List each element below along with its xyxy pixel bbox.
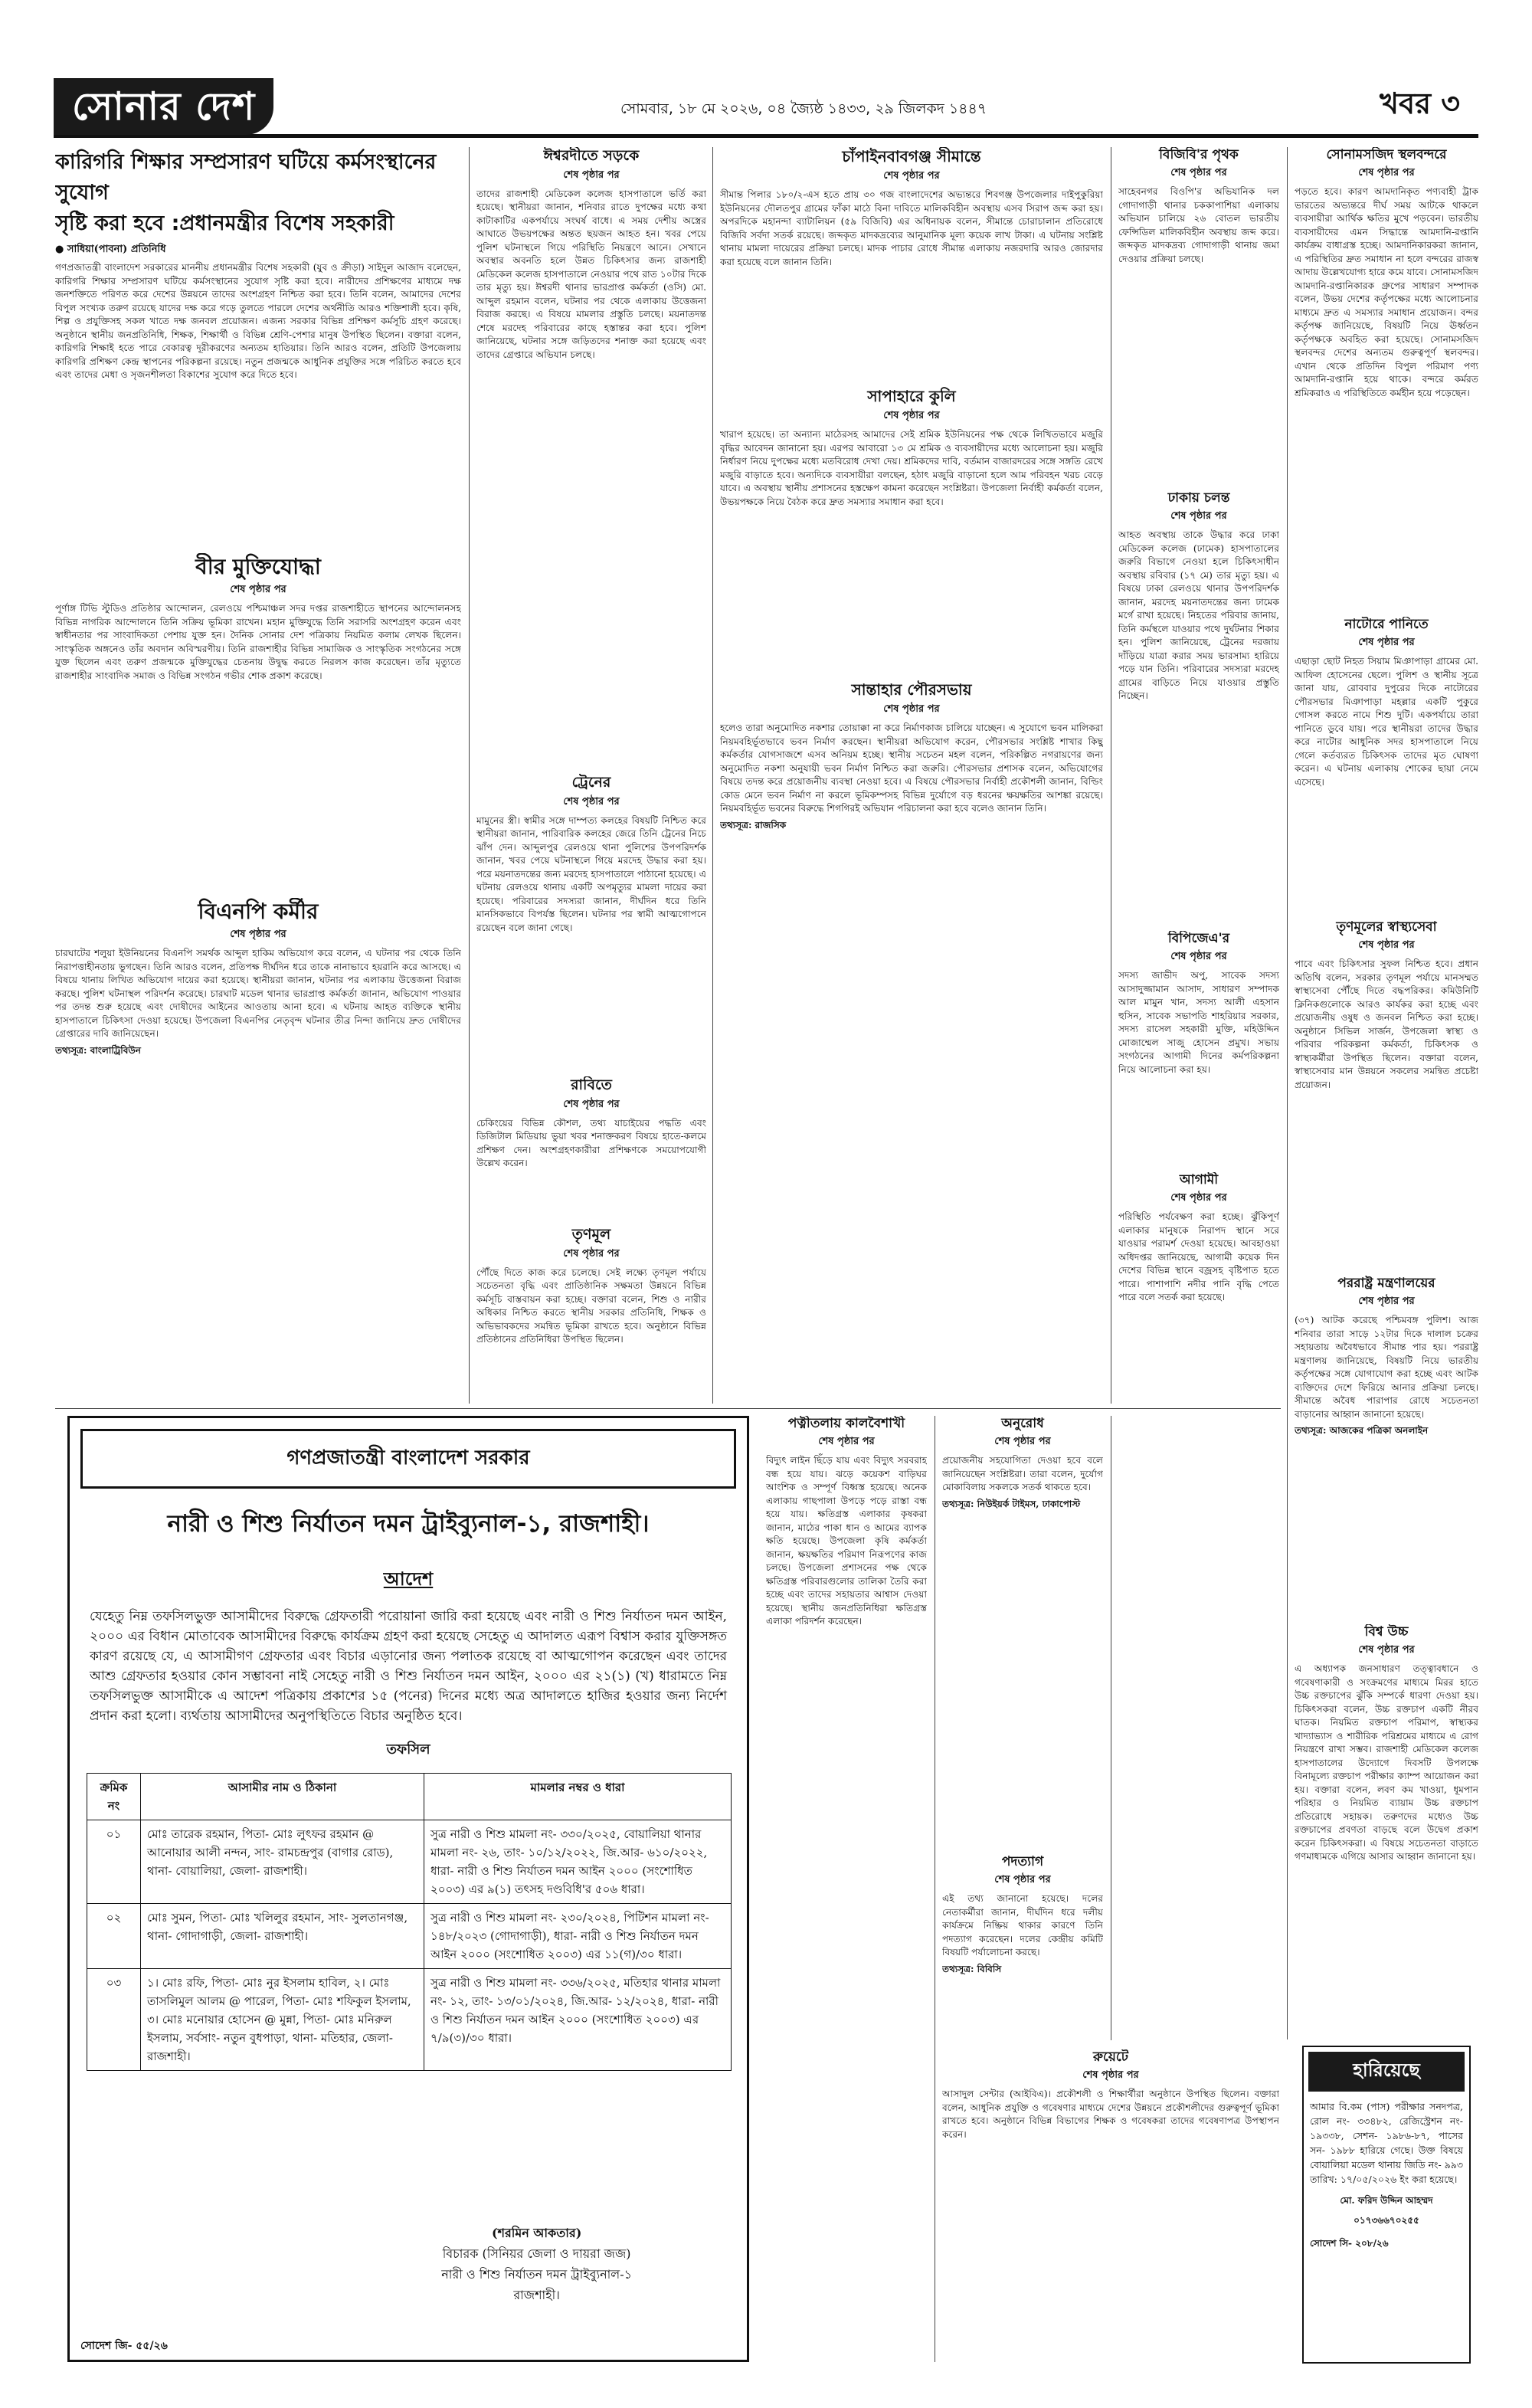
bnp-jump: শেষ পৃষ্ঠার পর [230,929,286,940]
notice-tribunal: নারী ও শিশু নির্যাতন দমন ট্রাইব্যুনাল-১, রাজশাহী। [167,1510,650,1538]
rabite-headline: রাবিতে [571,1076,612,1093]
dhaka-headline: ঢাকায় চলন্ত [1167,490,1230,506]
ruet-headline: রুয়েটে [1093,2049,1128,2065]
judge-court: নারী ও শিশু নির্যাতন দমন ট্রাইব্যুনাল-১ [441,2267,632,2282]
table-row [87,1820,732,1904]
shutdown-article [942,1416,1103,1845]
ruet-body: আসাদুল সেন্টার (আইবিএ)। প্রকৌশলী ও শিক্ষার্থীরা অনুষ্ঠানে উপস্থিত ছিলেন। বক্তারা বলেন, আধুনিক প্রযুক্তি ও গবেষণার মাধ্যমে দেশের উন্নয়নে প্রকৌশলীদের গুরুত্বপূর্ণ ভূমিকা রাখতে হবে। অনুষ্ঠানে বিভিন্ন বিভাগের শিক্ষক ও গবেষকরা তাদের গবেষণাপত্র উপস্থাপন করেন। [942,2089,1279,2140]
kalbaishakhi-body: বিদ্যুৎ লাইন ছিঁড়ে যায় এবং বিদ্যুৎ সরবরাহ বন্ধ হয়ে যায়। ঝড়ে কয়েকশ বাড়িঘর আংশিক ও সম্পূর্ণ বিধ্বস্ত হয়েছে। অনেক এলাকায় গাছপালা উপড়ে পড়ে রাস্তা বন্ধ হয়ে যায়। ক্ষতিগ্রস্ত এলাকার কৃষকরা জানান, মাঠের পাকা ধান ও আমের ব্যাপক ক্ষতি হয়েছে। উপজেলা কৃষি কর্মকর্তা জানান, ক্ষয়ক্ষতির পরিমাণ নিরূপণের কাজ চলছে। উপজেলা প্রশাসনের পক্ষ থেকে ক্ষতিগ্রস্ত পরিবারগুলোর তালিকা তৈরি করা হচ্ছে এবং তাদের সহায়তার আশ্বাস দেওয়া হয়েছে। স্থানীয় জনপ্রতিনিধিরা ক্ষতিগ্রস্ত এলাকা পরিদর্শন করেছেন। [766,1455,927,1627]
border-headline: চাঁপাইনবাবগঞ্জ সীমান্তে [842,147,981,165]
world-body: এ অধ্যাপক জনসাধারণ তত্ত্বাবধানে ও গবেষণাকারী ও সংক্রমণের মাধ্যমে মিরর হাতে উচ্চ রক্তচাপের ঝুঁকি সম্পর্কে ধারণা দেওয়া হয়। চিকিৎসকরা বলেন, উচ্চ রক্তচাপ একটি নীরব ঘাতক। নিয়মিত রক্তচাপ পরিমাপ, স্বাস্থ্যকর খাদ্যাভ্যাস ও শারীরিক পরিশ্রমের মাধ্যমে এ রোগ নিয়ন্ত্রণে রাখা সম্ভব। রাজশাহী মেডিকেল কলেজ হাসপাতালের উদ্যোগে দিবসটি উপলক্ষে বিনামূল্যে রক্তচাপ পরীক্ষার ক্যাম্প আয়োজন করা হয়। বক্তারা বলেন, লবণ কম খাওয়া, ধূমপান পরিহার ও নিয়মিত ব্যায়াম উচ্চ রক্তচাপ প্রতিরোধে সহায়ক। তরুণদের মধ্যেও উচ্চ রক্তচাপের প্রবণতা বাড়ছে বলে উদ্বেগ প্রকাশ করেন চিকিৎসকরা। এ বিষয়ে সচেতনতা বাড়াতে গণমাধ্যমকে এগিয়ে আসার আহ্বান জানানো হয়। [1295,1663,1478,1863]
cell-serial: ০৩ [87,1969,141,2071]
kuli-jump: শেষ পৃষ্ঠার পর [883,410,940,421]
kuli-article [720,387,1103,670]
bnp-source: তথ্যসূত্র: বাংলাট্রিবিউন [55,1044,141,1056]
road-jump: শেষ পৃষ্ঠার পর [563,169,620,181]
col-header-serial: ক্রমিক নং [87,1774,141,1820]
court-notice [67,1416,749,2362]
border-article [720,147,1103,377]
sonamasjid-jump: শেষ পৃষ্ঠার পর [1358,167,1415,179]
dhaka-article [1118,490,1279,919]
bipijea-article [1118,931,1279,1161]
shutdown-jump: শেষ পৃষ্ঠার পর [994,1436,1051,1448]
padatyag-body: এই তথ্য জানানো হয়েছে। দলের নেতাকর্মীরা জানান, দীর্ঘদিন ধরে দলীয় কার্যক্রমে নিষ্ক্রিয় থাকার কারণে তিনি পদত্যাগ করেছেন। দলের কেন্দ্রীয় কমিটি বিষয়টি পর্যালোচনা করছে। [942,1893,1103,1958]
world-headline: বিশ্ব উচ্চ [1364,1624,1409,1640]
rabite-jump: শেষ পৃষ্ঠার পর [563,1098,620,1110]
freedom-fighter-headline: বীর মুক্তিযোদ্ধা [195,554,321,579]
masthead [54,78,1478,138]
lead-body: গণপ্রজাতন্ত্রী বাংলাদেশ সরকারের মাননীয় প্রধানমন্ত্রীর বিশেষ সহকারী (যুব ও ক্রীড়া) সাইদুল আজাদ বলেছেন, কারিগরি শিক্ষার সম্প্রসারণ ঘটিয়ে কর্মসংস্থানের সুযোগ সৃষ্টি করা হবে। নারীদের প্রশিক্ষণের মাধ্যমে দক্ষ জনশক্তিতে পরিণত করে দেশের উন্নয়নে তাদের অংশগ্রহণ নিশ্চিত করা হবে। তিনি বলেন, আমাদের দেশের বিপুল সংখ্যক তরুণ রয়েছে যাদের দক্ষ করে গড়ে তুলতে পারলে দেশের অর্থনীতি আরও শক্তিশালী হবে। কৃষি, শিল্প ও প্রযুক্তিসহ সকল খাতে দক্ষ জনবল প্রয়োজন। এজন্য সরকার বিভিন্ন প্রশিক্ষণ কর্মসূচি গ্রহণ করেছে। অনুষ্ঠানে স্থানীয় জনপ্রতিনিধি, শিক্ষক, শিক্ষার্থী ও বিভিন্ন শ্রেণি-পেশার মানুষ উপস্থিত ছিলেন। বক্তারা বলেন, কারিগরি শিক্ষাই হতে পারে বেকারত্ব দূরীকরণের অন্যতম হাতিয়ার। তিনি আরও বলেন, প্রতিটি উপজেলায় কারিগরি প্রশিক্ষণ কেন্দ্র স্থাপনের পরিকল্পনা রয়েছে। নতুন প্রজন্মকে আধুনিক প্রযুক্তির সঙ্গে পরিচিত করতে হবে এবং তাদের মেধা ও সৃজনশীলতা বিকাশের সুযোগ করে দিতে হবে। [55,262,461,380]
judge-signature-block [441,2223,632,2305]
health-jump: শেষ পৃষ্ঠার পর [1358,939,1415,952]
notice-org: গণপ্রজাতন্ত্রী বাংলাদেশ সরকার [80,1429,736,1489]
foreign-article [1295,1276,1478,1613]
lost-notice-reference: সোদেশ সি- ২০৮/২৬ [1310,2238,1389,2249]
foreign-source: তথ্যসূত্র: আজকের পত্রিকা অনলাইন [1295,1425,1429,1437]
foreign-headline: পররাষ্ট্র মন্ত্রণালয়ের [1337,1276,1435,1291]
health-body: পাবে এবং চিকিৎসার সুফল নিশ্চিত হবে। প্রধান অতিথি বলেন, সরকার তৃণমূল পর্যায়ে মানসম্মত স্বাস্থ্যসেবা পৌঁছে দিতে বদ্ধপরিকর। কমিউনিটি ক্লিনিকগুলোকে আরও কার্যকর করা হচ্ছে এবং প্রয়োজনীয় ওষুধ ও জনবল নিশ্চিত করা হচ্ছে। অনুষ্ঠানে সিভিল সার্জন, উপজেলা স্বাস্থ্য ও পরিবার পরিকল্পনা কর্মকর্তা, চিকিৎসক ও স্বাস্থ্যকর্মীরা উপস্থিত ছিলেন। বক্তারা বলেন, স্বাস্থ্যসেবার মান উন্নয়নে সকলের সমন্বিত প্রচেষ্টা প্রয়োজন। [1295,958,1478,1090]
shutdown-headline: অনুরোধ [1001,1416,1044,1431]
padatyag-source: তথ্যসূত্র: বিবিসি [942,1963,1002,1974]
sonamasjid-body: পড়তে হবে। কারণ আমদানিকৃত পণ্যবাহী ট্রাক ভারতের অভ্যন্তরে দীর্ঘ সময় আটকে থাকলে ব্যবসায়ীরা আর্থিক ক্ষতির মুখে পড়বেন। ভারতীয় ব্যবসায়ীদের এমন সিদ্ধান্তে আমদানি-রপ্তানি কার্যক্রম বাধাগ্রস্ত হচ্ছে। আমদানিকারকরা জানান, এ পরিস্থিতির দ্রুত সমাধান না হলে বন্দরের রাজস্ব আদায় উল্লেখযোগ্য হারে কমে যাবে। সোনামসজিদ আমদানি-রপ্তানিকারক গ্রুপের সাধারণ সম্পাদক বলেন, উভয় দেশের কর্তৃপক্ষের মধ্যে আলোচনার মাধ্যমে দ্রুত এ সমস্যার সমাধান প্রয়োজন। বন্দর কর্তৃপক্ষ জানিয়েছে, বিষয়টি নিয়ে ঊর্ধ্বতন কর্তৃপক্ষকে অবহিত করা হয়েছে। সোনামসজিদ স্থলবন্দর দেশের অন্যতম গুরুত্বপূর্ণ স্থলবন্দর। এখান থেকে প্রতিদিন বিপুল পরিমাণ পণ্য আমদানি-রপ্তানি হয়ে থাকে। বন্দরে কর্মরত শ্রমিকরাও এ পরিস্থিতিতে কর্মহীন হয়ে পড়েছেন। [1295,186,1478,398]
freedom-fighter-jump: শেষ পৃষ্ঠার পর [230,584,286,595]
rabite-article [476,1076,706,1214]
padatyag-article [942,1854,1103,2038]
dhaka-body: আহত অবস্থায় তাকে উদ্ধার করে ঢাকা মেডিকেল কলেজ (ঢামেক) হাসপাতালের জরুরি বিভাগে নেওয়া হলে চিকিৎসাধীন অবস্থায় রবিবার (১৭ মে) তার মৃত্যু হয়। এ বিষয়ে ঢাকা রেলওয়ে থানার উপপরিদর্শক জানান, মরদেহ ময়নাতদন্তের জন্য ঢামেক মর্গে রাখা হয়েছে। নিহতের পরিবার জানায়, তিনি কর্মস্থলে যাওয়ার পথে দুর্ঘটনার শিকার হন। পুলিশ জানিয়েছে, ট্রেনের দরজায় দাঁড়িয়ে যাত্রা করার সময় ভারসাম্য হারিয়ে পড়ে যান তিনি। পরিবারের সদস্যরা মরদেহ গ্রামের বাড়িতে নিয়ে যাওয়ার প্রস্তুতি নিচ্ছেন। [1118,529,1279,702]
natore-body: এছাড়া ছোট নিহত সিয়াম মিঞাপাড়া গ্রামের মো. আফিল হোসেনের ছেলে। পুলিশ ও স্থানীয় সূত্রে জানা যায়, রোববার দুপুরের দিকে নাটোরের পৌরসভার মিঞাপাড়া মহল্লার একটি পুকুরে গোসল করতে নামে শিশু দুটি। একপর্যায়ে তারা পানিতে ডুবে যায়। পরে স্থানীয়রা তাদের উদ্ধার করে নাটোর আধুনিক সদর হাসপাতালে নিয়ে গেলে কর্তব্যরত চিকিৎসক তাদের মৃত ঘোষণা করেন। এ ঘটনায় এলাকায় শোকের ছায়া নেমে এসেছে। [1295,656,1478,788]
section-divider [55,1408,1281,1409]
bnp-headline: বিএনপি কর্মীর [198,899,319,924]
cell-accused: মোঃ তারেক রহমান, পিতা- মোঃ লুৎফর রহমান @ আনোয়ার আলী নন্দন, সাং- রামচন্দ্রপুর (বাগার রোড), থানা- বোয়ালিয়া, জেলা- রাজশাহী। [141,1820,424,1904]
lead-credit: ● সাধিয়া(পাবনা) প্রতিনিধি [55,244,166,255]
tripmul-body: পৌঁছে দিতে কাজ করে চলেছে। সেই লক্ষ্যে তৃণমূল পর্যায়ে সচেতনতা বৃদ্ধি এবং প্রাতিষ্ঠানিক সক্ষমতা উন্নয়নে বিভিন্ন কর্মসূচি বাস্তবায়ন করা হচ্ছে। বক্তারা বলেন, শিশু ও নারীর অধিকার নিশ্চিত করতে স্থানীয় সরকার প্রতিনিধি, শিক্ষক ও অভিভাবকদের সমন্বিত ভূমিকা রাখতে হবে। অনুষ্ঠানে বিভিন্ন প্রতিষ্ঠানের প্রতিনিধিরা উপস্থিত ছিলেন। [476,1266,706,1345]
column-divider [1287,147,1288,2039]
border-body: সীমান্ত পিলার ১৮০/২-এস হতে প্রায় ৩০ গজ বাংলাদেশের অভ্যন্তরে শিবগঞ্জ উপজেলার দাইপুকুরিয়া ইউনিয়নের দৌলতপুর গ্রামের ফাঁকা মাঠে বিনা দাবিতে মালিকবিহীন অবস্থায় এসব সিরাপ জব্দ করা হয়। অপরদিকে মহানন্দা ব্যাটালিয়ন (৫৯ বিজিবি) এর অধিনায়ক বলেন, সীমান্তে চোরাচালান প্রতিরোধে বিজিবি সর্বদা সতর্ক রয়েছে। জব্দকৃত মাদকদ্রব্যের আনুমানিক মূল্য কয়েক লাখ টাকা। এ ঘটনায় সংশ্লিষ্ট থানায় মামলা দায়েরের প্রক্রিয়া চলছে। মাদক পাচার রোধে সীমান্ত এলাকায় নজরদারি আরও জোরদার করা হয়েছে বলে জানান তিনি। [720,189,1103,267]
column-divider [712,147,713,1404]
col-header-accused: আসামীর নাম ও ঠিকানা [141,1774,424,1820]
cell-case: সুত্র নারী ও শিশু মামলা নং- ৩৩৬/২০২৫, মতিহার থানার মামলা নং- ১২, তাং- ১৩/০১/২০২৪, জি.আর- ১২/২০২৪, ধারা- নারী ও শিশু নির্যাতন দমন আইন ২০০০ (সংশোধিত ২০০৩) এর ৭/৯(৩)/৩০ ধারা। [424,1969,732,2071]
lost-notice [1302,2046,1471,2364]
santahar-jump: শেষ পৃষ্ঠার পর [883,703,940,715]
bgb-body: সাহেবনগর বিওপি'র অভিযানিক দল গোদাগাড়ী থানার চককাপাশিয়া এলাকায় অভিযান চালিয়ে ২৬ বোতল ভারতীয় ফেন্সিডিল মালিকবিহীন অবস্থায় জব্দ করে। জব্দকৃত মাদকদ্রব্য গোদাগাড়ী থানায় জমা দেওয়ার প্রক্রিয়া চলছে। [1118,186,1279,264]
cell-serial: ০১ [87,1820,141,1904]
train-body: মামুনের স্ত্রী। স্বামীর সঙ্গে দাম্পত্য কলহের বিষয়টি নিশ্চিত করে স্থানীয়রা জানান, পারিবারিক কলহের জেরে তিনি ট্রেনের নিচে ঝাঁপ দেন। আব্দুলপুর রেলওয়ে থানা পুলিশের উপপরিদর্শক জানান, খবর পেয়ে ঘটনাস্থলে গিয়ে মরদেহ উদ্ধার করা হয়। পরে ময়নাতদন্তের জন্য মরদেহ হাসপাতালে পাঠানো হয়েছে। এ ঘটনায় রেলওয়ে থানায় একটি অপমৃত্যুর মামলা দায়ের করা হয়েছে। পরিবারের সদস্যরা জানান, দীর্ঘদিন ধরে তিনি মানসিকভাবে বিপর্যস্ত ছিলেন। ঘটনার পর স্বামী আত্মগোপনে রয়েছেন বলে জানা গেছে। [476,814,706,933]
agami-body: পরিস্থিতি পর্যবেক্ষণ করা হচ্ছে। ঝুঁকিপূর্ণ এলাকার মানুষকে নিরাপদ স্থানে সরে যাওয়ার পরামর্শ দেওয়া হয়েছে। আবহাওয়া অধিদপ্তর জানিয়েছে, আগামী কয়েক দিন দেশের বিভিন্ন স্থানে বজ্রসহ বৃষ্টিপাত হতে পারে। পাশাপাশি নদীর পানি বৃদ্ধি পেতে পারে বলে সতর্ক করা হয়েছে। [1118,1211,1279,1303]
lost-notice-body: আমার বি.কম (পাস) পরীক্ষার সনদপত্র, রোল নং- ৩৩৪৮২, রেজিস্ট্রেশন নং- ১৯৩৩৮, সেশন- ১৯৮৬-৮৭, পাসের সন- ১৯৮৮ হারিয়ে গেছে। উক্ত বিষয়ে বোয়ালিয়া মডেল থানায় জিডি নং- ৯৯৩ তারিখ: ১৭/০৫/২০২৬ ইং করা হয়েছে। [1310,2101,1463,2185]
health-article [1295,919,1478,1264]
tripmul-jump: শেষ পৃষ্ঠার পর [563,1247,620,1260]
notice-schedule-title: তফসিল [386,1741,430,1758]
lead-headline-line-1: কারিগরি শিক্ষার সম্প্রসারণ ঘটিয়ে কর্মসংস্থানের সুযোগ [55,150,437,205]
train-headline: ট্রেনের [571,774,611,791]
kalbaishakhi-headline: পত্নীতলায় কালবৈশাখী [787,1416,905,1431]
santahar-article [720,680,1103,1404]
border-jump: শেষ পৃষ্ঠার পর [883,170,940,182]
natore-article [1295,617,1478,908]
lead-headline-line-2: সৃষ্টি করা হবে :প্রধানমন্ত্রীর বিশেষ সহকারী [55,211,394,235]
freedom-fighter-body: পূর্ণাঙ্গ টিভি স্টুডিও প্রতিষ্ঠার আন্দোলন, রেলওয়ে পশ্চিমাঞ্চল সদর দপ্তর রাজশাহীতে স্থাপনের আন্দোলনসহ বিভিন্ন নাগরিক আন্দোলনে তিনি সক্রিয় ভূমিকা রাখেন। মহান মুক্তিযুদ্ধে তিনি সরাসরি অংশগ্রহণ করেন এবং স্বাধীনতার পর সাংবাদিকতা পেশায় যুক্ত হন। দৈনিক সোনার দেশ পত্রিকায় নিয়মিত কলাম লেখক ছিলেন। সাংস্কৃতিক অঙ্গনেও তাঁর অবদান অবিস্মরণীয়। তিনি রাজশাহীর বিভিন্ন সামাজিক ও সাংস্কৃতিক সংগঠনের সঙ্গে যুক্ত ছিলেন এবং তরুণ প্রজন্মকে মুক্তিযুদ্ধের চেতনায় উদ্বুদ্ধ করতে নিরলস কাজ করেছেন। তাঁর মৃত্যুতে রাজশাহীর সাংবাদিক সমাজ ও বিভিন্ন সংগঠন গভীর শোক প্রকাশ করেছে। [55,603,461,681]
lead-article [55,147,461,545]
sonamasjid-headline: সোনামসজিদ স্থলবন্দরে [1326,147,1447,162]
tripmul-article [476,1226,706,1404]
foreign-body: (৩৭) আটক করেছে পশ্চিমবঙ্গ পুলিশ। আজ শনিবার তারা সাড়ে ১২টার দিকে দালাল চক্রের সহায়তায় অবৈধভাবে সীমান্ত পার হয়। পররাষ্ট্র মন্ত্রণালয় জানিয়েছে, বিষয়টি নিয়ে ভারতীয় কর্তৃপক্ষের সঙ্গে যোগাযোগ করা হচ্ছে এবং আটক ব্যক্তিদের দেশে ফিরিয়ে আনার প্রক্রিয়া চলছে। সীমান্তে অবৈধ পারাপার রোধে সচেতনতা বাড়ানোর আহ্বান জানানো হয়েছে। [1295,1315,1478,1420]
bipijea-body: সদস্য জাভীদ অপু, সাবেক সদস্য আসাদুজ্জামান আসাদ, সাধারণ সম্পাদক আল মামুন খান, সদস্য আলী এহসান হুসিন, সাবেক সভাপতি শাহরিয়ার সরকার, সদস্য রাসেল সহকারী মুক্তি, মহিউদ্দিন মোজাম্মেল সাজু হোসেন প্রমুখ। সভায় সংগঠনের আগামী দিনের কর্মপরিকল্পনা নিয়ে আলোচনা করা হয়। [1118,970,1279,1075]
world-jump: শেষ পৃষ্ঠার পর [1358,1644,1415,1656]
table-row [87,1969,732,2071]
cell-case: সুত্র নারী ও শিশু মামলা নং- ২৩০/২০২৪, পিটিশন মামলা নং- ১৪৮/২০২৩ (গোদাগাড়ী), ধারা- নারী ও শিশু নির্যাতন দমন আইন ২০০০ (সংশোধিত ২০০৩) এর ১১(গ)/৩০ ধারা। [424,1904,732,1969]
shutdown-source: তথ্যসূত্র: নিউইয়র্ক টাইমস, ঢাকাপোস্ট [942,1498,1081,1509]
kalbaishakhi-article [766,1416,927,2362]
padatyag-jump: শেষ পৃষ্ঠার পর [994,1874,1051,1886]
shutdown-body: প্রয়োজনীয় সহযোগিতা দেওয়া হবে বলে জানিয়েছেন সংশ্লিষ্টরা। তারা বলেন, দুর্যোগ মোকাবিলায় সকলকে সতর্ক থাকতে হবে। [942,1455,1103,1493]
judge-name: (শরমিন আকতার) [491,2226,582,2240]
judge-title: বিচারক (সিনিয়র জেলা ও দায়রা জজ) [442,2246,631,2261]
bnp-article [55,898,461,1404]
column-divider [469,147,470,1404]
world-article [1295,1624,1478,2038]
bipijea-jump: শেষ পৃষ্ঠার পর [1170,951,1227,963]
bgb-article [1118,147,1279,477]
santahar-body: হলেও তারা অনুমোদিত নকশার তোয়াক্কা না করে নির্মাণকাজ চালিয়ে যাচ্ছেন। এ সুযোগে ভবন মালিকরা নিয়মবহির্ভূতভাবে ভবন নির্মাণ করছেন। স্থানীয়রা অভিযোগ করেন, পৌরসভার সংশ্লিষ্ট শাখার কিছু কর্মকর্তার যোগসাজশে এসব অনিয়ম হচ্ছে। স্থানীয় সচেতন মহল বলেন, পরিকল্পিত নগরায়ণের জন্য অনুমোদিত নকশা অনুযায়ী ভবন নির্মাণ নিশ্চিত করা জরুরি। পৌরসভার প্রশাসক বলেন, অভিযোগের বিষয়ে তদন্ত করে প্রয়োজনীয় ব্যবস্থা নেওয়া হবে। এ বিষয়ে পৌরসভার নির্বাহী প্রকৌশলী জানান, বিল্ডিং কোড মেনে ভবন নির্মাণ না করলে ভূমিকম্পসহ বিভিন্ন দুর্যোগে বড় ধরনের ক্ষয়ক্ষতির আশঙ্কা রয়েছে। নিয়মবহির্ভূত ভবনের বিরুদ্ধে শিগগিরই অভিযান পরিচালনা করা হবে বলেও জানান তিনি। [720,722,1103,814]
col-header-case: মামলার নম্বর ও ধারা [424,1774,732,1820]
notice-body: যেহেতু নিম্ন তফসিলভুক্ত আসামীদের বিরুদ্ধে গ্রেফতারী পরোয়ানা জারি করা হয়েছে এবং নারী ও শিশু নির্যাতন দমন আইন, ২০০০ এর বিধান মোতাবেক আসামীদের বিরুদ্ধে কার্যক্রম গ্রহণ করা হয়েছে সেহেতু এ আদালত এরূপ বিশ্বাস করার যুক্তিসঙ্গত কারণ রয়েছে যে, এ আসামীগণ গ্রেফতার এবং বিচার এড়ানোর জন্য পলাতক রয়েছে বা আত্মগোপন করেছেন এবং তাদের আশু গ্রেফতার হওয়ার কোন সম্ভাবনা নাই সেহেতু নারী ও শিশু নির্যাতন দমন আইন, ২০০০ এর ২১(১) (খ) ধারামতে নিম্ন তফসিলভুক্ত আসামীকে এ আদেশ পত্রিকায় প্রকাশের ১৫ (পনের) দিনের মধ্যে অত্র আদালতে হাজির হওয়ার জন্য নির্দেশ প্রদান করা হলো। ব্যর্থতায় আসামীদের অনুপস্থিতিতে বিচার অনুষ্ঠিত হবে। [90,1609,727,1724]
notice-reference: সোদেশ জি- ৫৫/২৬ [80,2340,168,2352]
lost-notice-phone: ০১৭৩৬৬৭০২৫৫ [1354,2215,1419,2226]
road-article [476,147,706,760]
newspaper-logo: সোনার দেশ [54,78,273,135]
cell-case: সুত্র নারী ও শিশু মামলা নং- ৩৩০/২০২৫, বোয়ালিয়া থানার মামলা নং- ২৬, তাং- ১০/১২/২০২২, জি.আর- ৬১০/২০২২, ধারা- নারী ও শিশু নির্যাতন দমন আইন ২০০০ (সংশোধিত ২০০৩) এর ৯(১) তৎসহ দণ্ডবিধি'র ৫০৬ ধারা। [424,1820,732,1904]
cell-accused: মোঃ সুমন, পিতা- মোঃ খলিলুর রহমান, সাং- সুলতানগঞ্জ, থানা- গোদাগাড়ী, জেলা- রাজশাহী। [141,1904,424,1969]
bipijea-headline: বিপিজেএ'র [1167,931,1230,946]
page-section-tag: খবর ৩ [1380,87,1460,120]
accused-table [87,1773,732,2071]
train-article [476,774,706,1065]
dateline: সোমবার, ১৮ মে ২০২৬, ০৪ জ্যৈষ্ঠ ১৪৩৩, ২৯ জিলকদ ১৪৪৭ [620,100,987,117]
padatyag-headline: পদত্যাগ [1001,1854,1044,1869]
table-header-row [87,1774,732,1820]
judge-location: রাজশাহী। [513,2288,560,2302]
freedom-fighter-article [55,553,461,890]
natore-headline: নাটোরে পানিতে [1344,617,1429,632]
ruet-article [942,2049,1279,2362]
agami-article [1118,1172,1279,1404]
cell-serial: ০২ [87,1904,141,1969]
rabite-body: চেকিংয়ের বিভিন্ন কৌশল, তথ্য যাচাইয়ের পদ্ধতি এবং ডিজিটাল মিডিয়ায় ভুয়া খবর শনাক্তকরণ বিষয়ে হাতে-কলমে প্রশিক্ষণ দেন। অংশগ্রহণকারীরা প্রশিক্ষণকে সময়োপযোগী উল্লেখ করেন। [476,1117,706,1169]
santahar-source: তথ্যসূত্র: রাজসিক [720,819,787,831]
agami-jump: শেষ পৃষ্ঠার পর [1170,1192,1227,1204]
road-body: তাদের রাজশাহী মেডিকেল কলেজ হাসপাতালে ভর্তি করা হয়েছে। স্থানীয়রা জানান, শনিবার রাতে দুপক্ষের মধ্যে কথা কাটাকাটির একপর্যায়ে সংঘর্ষ বাধে। এ সময় দেশীয় অস্ত্রের আঘাতে উভয়পক্ষের অন্তত ছয়জন আহত হন। খবর পেয়ে পুলিশ ঘটনাস্থলে গিয়ে পরিস্থিতি নিয়ন্ত্রণে আনে। সেখানে অবস্থার অবনতি হলে উন্নত চিকিৎসার জন্য রাজশাহী মেডিকেল কলেজ হাসপাতালে নেওয়ার পথে রাত ১০টার দিকে তার মৃত্যু হয়। ঈশ্বরদী থানার ভারপ্রাপ্ত কর্মকর্তা (ওসি) মো. আব্দুল রহমান বলেন, ঘটনার পর থেকে এলাকায় উত্তেজনা বিরাজ করছে। এ বিষয়ে মামলার প্রস্তুতি চলছে। ময়নাতদন্ত শেষে মরদেহ পরিবারের কাছে হস্তান্তর করা হবে। পুলিশ জানিয়েছে, ঘটনার সঙ্গে জড়িতদের শনাক্ত করা হয়েছে এবং তাদের গ্রেপ্তারে অভিযান চলছে। [476,188,706,360]
road-headline: ঈশ্বরদীতে সড়কে [543,147,640,164]
sonamasjid-article [1295,147,1478,607]
table-row [87,1904,732,1969]
tripmul-headline: তৃণমূল [571,1226,611,1243]
bgb-jump: শেষ পৃষ্ঠার পর [1170,167,1227,179]
kuli-headline: সাপাহারে কুলি [867,387,956,405]
bgb-headline: বিজিবি'র পৃথক [1159,147,1239,162]
foreign-jump: শেষ পৃষ্ঠার পর [1358,1296,1415,1308]
notice-order-title: আদেশ [383,1568,434,1590]
dhaka-jump: শেষ পৃষ্ঠার পর [1170,510,1227,523]
lost-notice-name: মো. ফরিদ উদ্দিন আহম্মদ [1340,2195,1433,2206]
cell-accused: ১। মোঃ রফি, পিতা- মোঃ নুর ইসলাম হাবিল, ২। মোঃ তাসলিমুল আলম @ পারেল, পিতা- মোঃ শফিকুল ইসলাম, ৩। মোঃ মনোয়ার হোসেন @ মুন্না, পিতা- মোঃ মনিরুল ইসলাম, সর্বসাং- নতুন বুধপাড়া, থানা- মতিহার, জেলা- রাজশাহী। [141,1969,424,2071]
ruet-jump: শেষ পৃষ্ঠার পর [1082,2069,1139,2082]
bnp-body: চারঘাটের শলুয়া ইউনিয়নের বিএনপি সমর্থক আব্দুল হাকিম অভিযোগ করে বলেন, এ ঘটনার পর থেকে তিনি নিরাপত্তাহীনতায় ভুগছেন। তিনি আরও বলেন, প্রতিপক্ষ দীর্ঘদিন ধরে তাকে নানাভাবে হয়রানি করে আসছে। এ বিষয়ে থানায় লিখিত অভিযোগ দায়ের করা হয়েছে। স্থানীয়রা জানান, ঘটনার পর এলাকায় উত্তেজনা বিরাজ করছে। পুলিশ ঘটনাস্থল পরিদর্শন করেছে। চারঘাট মডেল থানার ভারপ্রাপ্ত কর্মকর্তা জানান, অভিযোগ পাওয়ার পর তদন্ত শুরু হয়েছে এবং দোষীদের আইনের আওতায় আনা হবে। এ ঘটনায় আহত ব্যক্তিকে স্থানীয় হাসপাতালে চিকিৎসা দেওয়া হয়েছে। উপজেলা বিএনপির নেতৃবৃন্দ ঘটনার তীব্র নিন্দা জানিয়ে দ্রুত দোষীদের গ্রেপ্তারের দাবি জানিয়েছেন। [55,948,461,1039]
kuli-body: খারাপ হয়েছে। তা অন্যান্য মাঠেরসহ আমাদের সেই শ্রমিক ইউনিয়নের পক্ষ থেকে লিখিতভাবে মজুরি বৃদ্ধির আবেদন জানানো হয়। এরপর আবারো ১৩ মে শ্রমিক ও ব্যবসায়ীদের মধ্যে আলোচনা হয়। মজুরি নির্ধারণ নিয়ে দুপক্ষের মধ্যে মতবিরোধ দেখা দেয়। শ্রমিকদের দাবি, বর্তমান বাজারদরের সঙ্গে সঙ্গতি রেখে মজুরি বাড়াতে হবে। অন্যদিকে ব্যবসায়ীরা বলছেন, হঠাৎ মজুরি বাড়ানো হলে আম পরিবহন খরচ বেড়ে যাবে। এ অবস্থায় স্থানীয় প্রশাসনের হস্তক্ষেপ কামনা করেছেন সংশ্লিষ্টরা। উপজেলা নির্বাহী কর্মকর্তা বলেন, উভয়পক্ষকে নিয়ে বৈঠক করে দ্রুত সমস্যার সমাধান করা হবে। [720,429,1103,507]
kalbaishakhi-jump: শেষ পৃষ্ঠার পর [818,1436,875,1448]
agami-headline: আগামী [1179,1172,1219,1188]
health-headline: তৃণমূলের স্বাস্থ্যসেবা [1336,919,1437,935]
train-jump: শেষ পৃষ্ঠার পর [563,795,620,808]
natore-jump: শেষ পৃষ্ঠার পর [1358,637,1415,649]
santahar-headline: সান্তাহার পৌরসভায় [851,680,972,699]
lost-notice-title: হারিয়েছে [1308,2052,1465,2092]
